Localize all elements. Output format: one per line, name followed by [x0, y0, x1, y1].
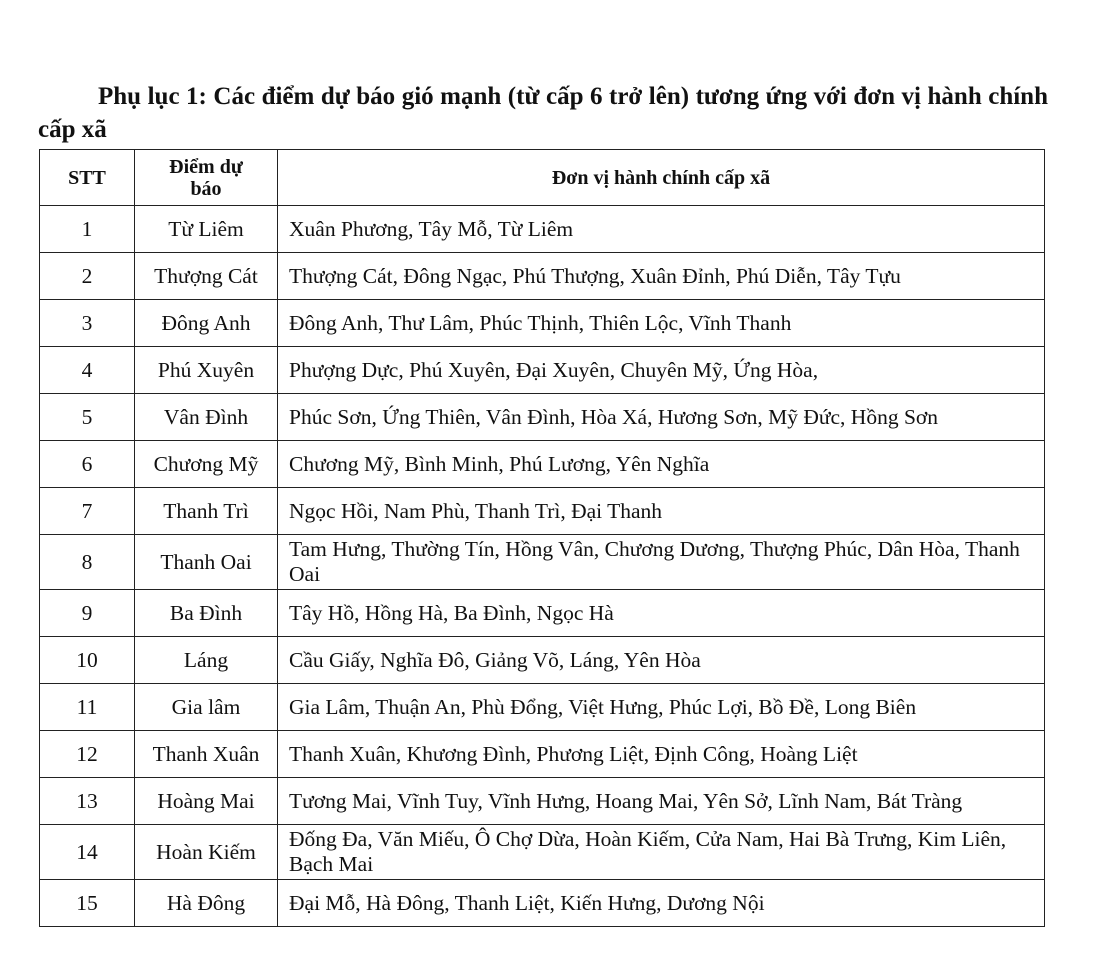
table-header-row	[40, 150, 1045, 206]
header-forecast-point	[135, 150, 278, 206]
header-stt: STT	[40, 150, 135, 206]
row-admin-units-cell: Cầu Giấy, Nghĩa Đô, Giảng Võ, Láng, Yên Hòa	[278, 637, 1045, 684]
row-stt-cell: 10	[40, 637, 135, 684]
row-forecast-point-cell: Hoàn Kiếm	[135, 825, 278, 880]
row-admin-units-cell: Xuân Phương, Tây Mỗ, Từ Liêm	[278, 206, 1045, 253]
row-forecast-point-cell: Hoàng Mai	[135, 778, 278, 825]
row-admin-units-cell: Tương Mai, Vĩnh Tuy, Vĩnh Hưng, Hoang Mai, Yên Sở, Lĩnh Nam, Bát Tràng	[278, 778, 1045, 825]
appendix-title: Phụ lục 1: Các điểm dự báo gió mạnh (từ cấp 6 trở lên) tương ứng với đơn vị hành chính cấp xã	[38, 83, 1048, 143]
table-row	[40, 488, 1045, 535]
row-forecast-point-cell: Thanh Trì	[135, 488, 278, 535]
row-stt-cell: 11	[40, 684, 135, 731]
row-forecast-point-cell: Gia lâm	[135, 684, 278, 731]
row-forecast-point-cell: Chương Mỹ	[135, 441, 278, 488]
row-admin-units-cell: Thượng Cát, Đông Ngạc, Phú Thượng, Xuân Đỉnh, Phú Diễn, Tây Tựu	[278, 253, 1045, 300]
header-forecast-point-label: Điểm dự báo	[169, 155, 243, 200]
table-row	[40, 253, 1045, 300]
table-row	[40, 394, 1045, 441]
row-admin-units-cell: Đại Mỗ, Hà Đông, Thanh Liệt, Kiến Hưng, Dương Nội	[278, 880, 1045, 927]
row-admin-units-cell: Phúc Sơn, Ứng Thiên, Vân Đình, Hòa Xá, Hương Sơn, Mỹ Đức, Hồng Sơn	[278, 394, 1045, 441]
row-stt-cell: 14	[40, 825, 135, 880]
table-row	[40, 880, 1045, 927]
row-stt-cell: 1	[40, 206, 135, 253]
row-stt-cell: 3	[40, 300, 135, 347]
row-admin-units-cell: Tây Hồ, Hồng Hà, Ba Đình, Ngọc Hà	[278, 590, 1045, 637]
row-stt-cell: 8	[40, 535, 135, 590]
row-forecast-point-cell: Vân Đình	[135, 394, 278, 441]
row-forecast-point-cell: Từ Liêm	[135, 206, 278, 253]
row-forecast-point-cell: Thượng Cát	[135, 253, 278, 300]
row-forecast-point-cell: Láng	[135, 637, 278, 684]
row-forecast-point-cell: Ba Đình	[135, 590, 278, 637]
row-stt-cell: 6	[40, 441, 135, 488]
row-stt-cell: 13	[40, 778, 135, 825]
row-forecast-point-cell: Thanh Xuân	[135, 731, 278, 778]
row-admin-units-cell: Thanh Xuân, Khương Đình, Phương Liệt, Định Công, Hoàng Liệt	[278, 731, 1045, 778]
row-forecast-point-cell: Phú Xuyên	[135, 347, 278, 394]
table-row	[40, 206, 1045, 253]
table-row	[40, 590, 1045, 637]
header-admin-units: Đơn vị hành chính cấp xã	[278, 150, 1045, 206]
table-row	[40, 684, 1045, 731]
row-forecast-point-cell: Đông Anh	[135, 300, 278, 347]
table-row	[40, 441, 1045, 488]
table-row	[40, 778, 1045, 825]
row-stt-cell: 5	[40, 394, 135, 441]
row-stt-cell: 15	[40, 880, 135, 927]
table-row	[40, 731, 1045, 778]
row-stt-cell: 4	[40, 347, 135, 394]
row-stt-cell: 2	[40, 253, 135, 300]
row-admin-units-cell: Tam Hưng, Thường Tín, Hồng Vân, Chương Dương, Thượng Phúc, Dân Hòa, Thanh Oai	[278, 535, 1045, 590]
row-admin-units-cell: Phượng Dực, Phú Xuyên, Đại Xuyên, Chuyên Mỹ, Ứng Hòa,	[278, 347, 1045, 394]
table-row	[40, 825, 1045, 880]
table-row	[40, 535, 1045, 590]
row-admin-units-cell: Chương Mỹ, Bình Minh, Phú Lương, Yên Nghĩa	[278, 441, 1045, 488]
row-forecast-point-cell: Thanh Oai	[135, 535, 278, 590]
row-stt-cell: 12	[40, 731, 135, 778]
row-admin-units-cell: Đống Đa, Văn Miếu, Ô Chợ Dừa, Hoàn Kiếm, Cửa Nam, Hai Bà Trưng, Kim Liên, Bạch Mai	[278, 825, 1045, 880]
row-admin-units-cell: Gia Lâm, Thuận An, Phù Đổng, Việt Hưng, Phúc Lợi, Bồ Đề, Long Biên	[278, 684, 1045, 731]
row-admin-units-cell: Đông Anh, Thư Lâm, Phúc Thịnh, Thiên Lộc, Vĩnh Thanh	[278, 300, 1045, 347]
forecast-points-table	[39, 149, 1045, 927]
table-row	[40, 637, 1045, 684]
row-forecast-point-cell: Hà Đông	[135, 880, 278, 927]
table-row	[40, 300, 1045, 347]
table-row	[40, 347, 1045, 394]
row-stt-cell: 9	[40, 590, 135, 637]
row-stt-cell: 7	[40, 488, 135, 535]
row-admin-units-cell: Ngọc Hồi, Nam Phù, Thanh Trì, Đại Thanh	[278, 488, 1045, 535]
